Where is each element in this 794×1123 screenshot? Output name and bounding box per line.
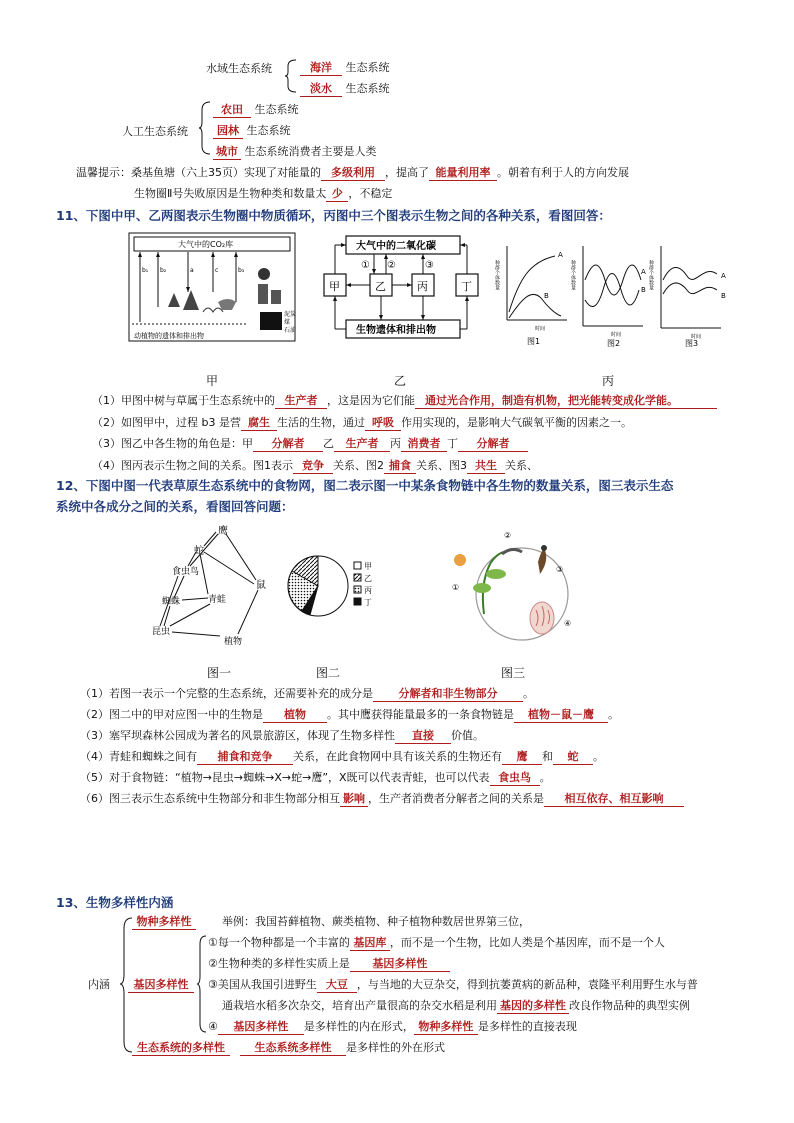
ecosystem-text: 生态系统 <box>254 103 299 116</box>
g3-text-2: ，与当地的大豆杂交，得到抗萎黄病的新品种，袁隆平利用野生水与普 <box>356 978 698 991</box>
bio2-text-1: 生物圈Ⅱ号失败原因是生物种类和数量太 <box>134 187 327 200</box>
q12-4-text-2: 关系，在此食物网中具有该关系的生物还有 <box>293 750 502 763</box>
q12-3-text-2: 价值。 <box>451 729 484 742</box>
graph1-A: A <box>558 251 563 259</box>
q11-3-text-2: 乙 <box>323 437 334 450</box>
label-b3: b₃ <box>238 267 245 274</box>
q12-2-text-2: 。其中鹰获得能量最多的一条食物链是 <box>327 708 514 721</box>
answer-garden: 园林 <box>213 122 243 139</box>
gene-point-3 <box>208 976 698 993</box>
graph3-A: A <box>721 272 726 280</box>
g1-text: ①每一个物种都是一个丰富的 <box>208 936 350 949</box>
legend-ding: 丁 <box>364 598 372 607</box>
fuel-coal: 煤 <box>284 319 291 326</box>
gene-point-4 <box>208 1018 577 1035</box>
answer-ocean: 海洋 <box>300 59 342 76</box>
node-hawk: 鹰 <box>218 526 228 537</box>
ecosystem-diversity-line <box>132 1039 445 1056</box>
figure-relationship-graphs <box>495 240 735 348</box>
artificial-line-1 <box>213 101 299 118</box>
ecosystem-text: 生态系统 <box>246 124 291 137</box>
label-b1: b₁ <box>142 267 149 274</box>
q11-4-text-3: 关系、图3 <box>416 459 467 472</box>
q12-2-text-3: 。 <box>608 708 619 721</box>
artificial-brace <box>198 100 212 156</box>
q12-4-text: （4）青蛙和蜘蛛之间有 <box>80 750 197 763</box>
answer-ecosystem-diversity-2: 生态系统多样性 <box>240 1039 346 1056</box>
graph2-B: B <box>641 286 646 294</box>
graph2-title: 图2 <box>607 339 621 348</box>
q12-item-6 <box>80 790 684 807</box>
answer-decomposer-jia: 分解者 <box>253 435 323 452</box>
q12-title-1: 12、下图中图一代表草原生态系统中的食物网，图二表示图一中某条食物链中各生物的数量关系，图三表示生态 <box>56 478 674 493</box>
figure-food-web <box>148 522 288 652</box>
node-plant: 植物 <box>224 637 243 647</box>
answer-consumer-bing: 消费者 <box>401 435 447 452</box>
answer-competition: 竞争 <box>293 457 333 474</box>
label-b2: b₂ <box>160 267 167 274</box>
q12-item-1 <box>80 685 534 702</box>
node-mouse: 鼠 <box>256 580 266 591</box>
answer-ecosystem-diversity: 生态系统的多样性 <box>132 1039 230 1056</box>
water-brace <box>284 58 298 94</box>
answer-species-diversity: 物种多样性 <box>132 913 196 930</box>
answer-chain: 植物－鼠－鹰 <box>514 706 608 723</box>
ecosystem-text: 生态系统消费者主要是人类 <box>244 145 377 158</box>
fig-label-jia: 甲 <box>206 374 219 388</box>
water-line-1 <box>300 59 390 76</box>
water-line-2 <box>300 80 390 97</box>
q12-item-3 <box>80 727 484 744</box>
graph1-title: 图1 <box>527 337 541 346</box>
answer-hawk: 鹰 <box>502 748 542 765</box>
graph1-xlabel: 时间 <box>535 326 546 332</box>
q12-6-text-2: ，生产者消费者分解者之间的关系是 <box>368 792 544 805</box>
q13-neihan: 内涵 <box>88 978 110 991</box>
q12-4-text-3: 和 <box>542 750 553 763</box>
node-insect-bird: 食虫鸟 <box>172 567 200 577</box>
figure-carbon-cycle-b <box>322 234 492 342</box>
remains-label: 动植物的遗体和排出物 <box>134 332 204 340</box>
q12-item-5 <box>80 769 551 786</box>
circle-1: ① <box>361 260 370 271</box>
q11-3-text: （3）图乙中各生物的角色是：甲 <box>92 437 253 450</box>
artificial-line-3 <box>213 143 377 160</box>
answer-gene-diversity-2: 基因多样性 <box>350 955 450 972</box>
answer-respiration: 呼吸 <box>365 414 401 431</box>
node-jia: 甲 <box>329 280 340 293</box>
answer-city: 城市 <box>213 143 241 160</box>
gene-point-1 <box>208 934 665 951</box>
q12-3-text: （3）塞罕坝森林公园成为著名的风景旅游区，体现了生物多样性 <box>80 729 395 742</box>
answer-gene-diversity: 基因多样性 <box>128 976 194 993</box>
answer-species-diversity-2: 物种多样性 <box>414 1018 478 1035</box>
graph3-B: B <box>721 292 726 300</box>
fig3-num-1: ① <box>452 583 460 592</box>
answer-predation: 捕食 <box>384 457 416 474</box>
g3b-text-2: 改良作物品种的典型实例 <box>569 999 690 1012</box>
legend-yi: 乙 <box>364 574 372 583</box>
q12-1-text-2: 。 <box>523 687 534 700</box>
ecosystem-text: 生态系统 <box>345 61 390 74</box>
fig3-num-2: ② <box>504 531 512 540</box>
graph2-A: A <box>641 268 646 276</box>
artificial-ecosystem-label: 人工生态系统 <box>122 125 188 138</box>
ecosystem-text: 生态系统 <box>345 82 390 95</box>
tip-text-1: 温馨提示：桑基鱼塘（六上35页）实现了对能量的 <box>76 166 321 179</box>
q11-title: 11、下图中甲、乙两图表示生物圈中物质循环，丙图中三个图表示生物之间的各种关系，看图回答： <box>56 208 611 223</box>
answer-decomposer-abiotic: 分解者和非生物部分 <box>373 685 523 702</box>
g1-text-2: ，而不是一个生物，比如人类是个基因库，而不是一个人 <box>389 936 665 949</box>
q13-title: 13、生物多样性内涵 <box>56 895 174 910</box>
q12-title-2: 系统中各成分之间的关系，看图回答问题： <box>56 499 294 514</box>
graph-1 <box>494 246 567 346</box>
graph3-ylabel: 种群个体数量 <box>648 260 654 290</box>
q11-1-text: （1）甲图中树与草属于生态系统中的 <box>92 394 275 407</box>
answer-soybean: 大豆 <box>317 976 357 993</box>
gene-diversity-label <box>128 976 194 993</box>
answer-freshwater: 淡水 <box>300 80 342 97</box>
node-frog: 青蛙 <box>208 595 227 605</box>
answer-multilevel: 多级利用 <box>321 164 385 181</box>
q12-5-text-2: 。 <box>539 771 551 784</box>
species-diversity-line <box>132 913 530 930</box>
bio2-text-2: ，不稳定 <box>348 187 393 200</box>
node-insect: 昆虫 <box>152 627 171 637</box>
graph-3 <box>648 246 726 348</box>
answer-farmland: 农田 <box>213 101 251 118</box>
eco-text: 是多样性的外在形式 <box>346 1041 445 1054</box>
q11-4-text-2: 关系、图2 <box>333 459 384 472</box>
q11-3-text-3: 丙 <box>390 437 401 450</box>
answer-direct: 直接 <box>395 727 451 744</box>
q13-gene-brace <box>196 934 208 1034</box>
fig-label-yi: 乙 <box>394 374 407 388</box>
q11-4-text: （4）图丙表示生物之间的关系。图1表示 <box>92 459 293 472</box>
figure-ecosystem-cycle <box>444 524 584 654</box>
artificial-line-2 <box>213 122 291 139</box>
q12-2-text: （2）图二中的甲对应图一中的生物是 <box>80 708 263 721</box>
q11-1-text-2: ，这是因为它们能 <box>327 394 415 407</box>
q11-4-text-4: 关系、 <box>505 459 538 472</box>
node-yi: 乙 <box>375 280 386 293</box>
fig3-num-4: ④ <box>564 619 572 628</box>
answer-gene-diversity-3: 基因多样性 <box>218 1018 304 1035</box>
answer-interdependence: 相互依存、相互影响 <box>544 790 684 807</box>
remains-box-label: 生物遗体和排出物 <box>356 325 436 336</box>
gene-point-2 <box>208 955 450 972</box>
answer-saprophytic: 腐生 <box>241 414 277 431</box>
node-spider: 蜘蛛 <box>162 597 181 607</box>
q11-item-3 <box>92 435 528 452</box>
node-ding: 丁 <box>461 280 472 293</box>
graph2-xlabel: 时间 <box>611 332 622 338</box>
fig3-num-3: ③ <box>556 565 564 574</box>
co2-pool-label: 大气中的CO₂库 <box>178 240 234 249</box>
q11-2-text-3: 作用实现的，是影响大气碳氧平衡的因素之一。 <box>400 416 632 429</box>
answer-few: 少 <box>326 185 348 202</box>
q11-item-2 <box>92 414 632 431</box>
q11-item-4 <box>92 457 538 474</box>
q11-2-text: （2）如图甲中，过程 b3 是营 <box>92 416 241 429</box>
graph1-ylabel: 种群个体数量 <box>494 260 500 290</box>
graph3-xlabel: 时间 <box>691 334 702 340</box>
g3b-text: 通栽培水稻多次杂交，培育出产量很高的杂交水稻是利用 <box>222 999 497 1012</box>
tip-line <box>76 164 629 181</box>
q12-item-2 <box>80 706 619 723</box>
answer-energy-rate: 能量利用率 <box>429 164 497 181</box>
graph-2 <box>570 246 646 348</box>
g4-text-3: 是多样性的直接表现 <box>477 1020 577 1033</box>
q12-4-text-4: 。 <box>593 750 604 763</box>
co2-box-label: 大气中的二氧化碳 <box>356 241 436 252</box>
figure-carbon-cycle-a <box>128 232 298 344</box>
answer-predation-competition: 捕食和竞争 <box>197 748 293 765</box>
graph3-title: 图3 <box>685 339 699 348</box>
node-bing: 丙 <box>417 280 428 293</box>
graph1-B: B <box>544 292 549 300</box>
species-example: 举例：我国苔藓植物、蕨类植物、种子植物种数居世界第三位， <box>222 915 530 928</box>
q11-2-text-2: 生活的生物，通过 <box>276 416 365 429</box>
q11-item-1 <box>92 392 717 409</box>
g3-text: ③美国从我国引进野生 <box>208 978 317 991</box>
answer-insect-bird: 食虫鸟 <box>490 769 540 786</box>
g4-text: ④ <box>208 1020 218 1033</box>
answer-producer-yi: 生产者 <box>334 435 390 452</box>
answer-decomposer-ding: 分解者 <box>458 435 528 452</box>
fuel-oil: 石油 <box>284 327 297 334</box>
fig-label-two: 图二 <box>316 666 341 680</box>
q12-5-text: （5）对于食物链：“植物→昆虫→蜘蛛→X→蛇→鹰”，X既可以代表青蛙，也可以代表 <box>80 771 490 784</box>
legend-bing: 丙 <box>364 586 372 595</box>
legend-jia: 甲 <box>364 562 372 571</box>
answer-gene-pool: 基因库 <box>350 934 390 951</box>
answer-plant: 植物 <box>263 706 327 723</box>
fig-label-three: 图三 <box>501 666 526 680</box>
answer-photosynthesis: 通过光合作用，制造有机物，把光能转变成化学能。 <box>415 392 717 409</box>
fig-label-one: 图一 <box>207 666 232 680</box>
water-ecosystem-label: 水域生态系统 <box>206 62 272 75</box>
label-c: c <box>215 267 219 274</box>
label-a: a <box>190 267 194 274</box>
fuel-peat: 泥炭 <box>284 311 297 318</box>
node-snake: 蛇 <box>194 546 204 557</box>
answer-symbiosis: 共生 <box>467 457 505 474</box>
circle-2: ② <box>387 260 396 271</box>
q12-1-text: （1）若图一表示一个完整的生态系统，还需要补充的成分是 <box>80 687 373 700</box>
answer-influence: 影响 <box>340 790 368 807</box>
answer-gene-variety: 基因的多样性 <box>497 997 569 1014</box>
fig-label-bing: 丙 <box>602 374 615 388</box>
g2-text: ②生物种类的多样性实质上是 <box>208 957 350 970</box>
q12-item-4 <box>80 748 604 765</box>
figure-pie <box>282 548 392 628</box>
answer-snake: 蛇 <box>553 748 593 765</box>
tip-text-2: ，提高了 <box>385 166 429 179</box>
tip-text-3: 。朝着有利于人的方向发展 <box>497 166 629 179</box>
graph2-ylabel: 种群个体数量 <box>570 260 576 290</box>
q12-6-text: （6）图三表示生态系统中生物部分和非生物部分相互 <box>80 792 340 805</box>
bio2-line <box>134 185 392 202</box>
q11-3-text-4: 丁 <box>447 437 458 450</box>
circle-3: ③ <box>425 260 434 271</box>
g4-text-2: 是多样性的内在形式， <box>303 1020 414 1033</box>
answer-producer: 生产者 <box>275 392 327 409</box>
gene-point-3b <box>222 997 690 1014</box>
